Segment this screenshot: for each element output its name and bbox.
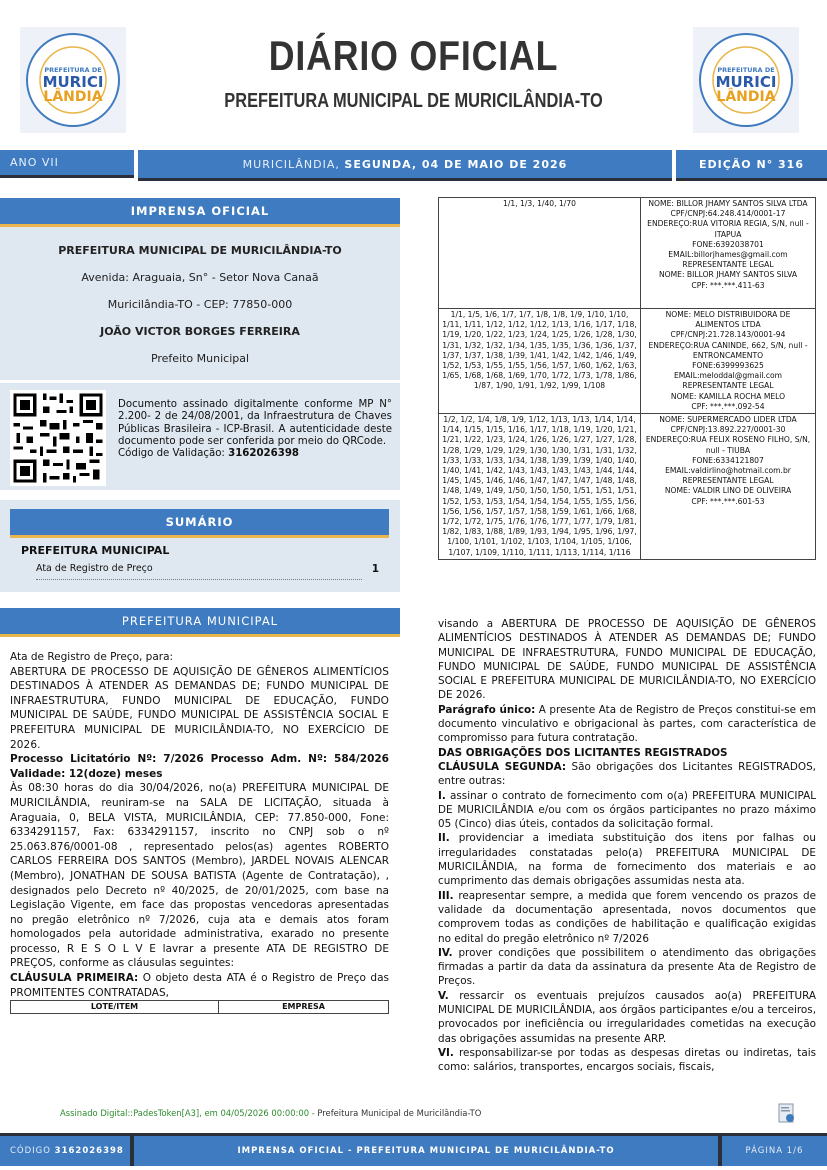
- company-rep-name: NOME: BILLOR JHAMY SANTOS SILVA: [658, 270, 798, 280]
- summary-section: PREFEITURA MUNICIPAL: [21, 544, 170, 557]
- company-name: NOME: MELO DISTRIBUIDORA DE ALIMENTOS LTDA: [665, 310, 791, 330]
- obligation-4: [438, 946, 816, 989]
- logo-line3: LÂNDIA: [43, 89, 103, 105]
- signature-prefix: Assinado Digital::PadesToken[A3], em 04/05/2026 00:00:00 -: [60, 1108, 315, 1118]
- company-rep-label: REPRESENTANTE LEGAL: [682, 260, 774, 270]
- summary-item[interactable]: [36, 563, 379, 574]
- imprensa-city: Muricilândia-TO - CEP: 77850-000: [107, 298, 293, 311]
- company-cell: [641, 309, 816, 414]
- edition-bar-date: [138, 150, 672, 181]
- company-email: EMAIL:meloddal@gmail.com: [673, 371, 783, 381]
- edition-date: SEGUNDA, 04 DE MAIO DE 2026: [344, 157, 568, 171]
- footer-code-label: CÓDIGO: [10, 1146, 51, 1156]
- company-cnpj: CPF/CNPJ:21.728.143/0001-94: [670, 330, 786, 340]
- edition-year: ANO VII: [10, 156, 59, 169]
- footer-code: [0, 1146, 130, 1156]
- page-title: DIÁRIO OFICIAL: [268, 32, 559, 79]
- certification-qr-note: A autenticidade deste documento pode ser conferida por meio do QRCode.: [118, 423, 392, 447]
- obligations-heading: DAS OBRIGAÇÕES DOS LICITANTES REGISTRADOS: [438, 746, 728, 759]
- obligation-5: [438, 989, 816, 1046]
- obligation-1: [438, 789, 816, 832]
- obligation-1-text: assinar o contrato de fornecimento com o(a) PREFEITURA MUNICIPAL DE MURICILÂNDIA e/ou com os órgãos participantes no prazo máximo 05 (Cinco) dias úteis, contados da solicitação formal.: [438, 789, 816, 831]
- clause-second-label: CLÁUSULA SEGUNDA:: [438, 760, 567, 773]
- obligation-2: [438, 831, 816, 888]
- company-rep-cpf: CPF: ***.***.601-53: [691, 496, 765, 506]
- obligation-5-text: ressarcir os eventuais prejuízos causados ao(a) PREFEITURA MUNICIPAL DE MURICILÂNDIA, aos órgãos participantes e/ou a terceiros, provocados por ineficiência ou irregularidades cometidas na execução das obrigações assumidas na presente ARP.: [438, 989, 816, 1045]
- table-row: [439, 309, 816, 414]
- logo-line1: PREFEITURA DE: [717, 66, 775, 74]
- ata-intro: Ata de Registro de Preço, para:: [10, 651, 174, 663]
- lot-items: 1/1, 1/3, 1/40, 1/70: [439, 198, 641, 309]
- company-phone: FONE:6334121807: [692, 455, 764, 465]
- company-rep-cpf: CPF: ***.***.411-63: [691, 280, 765, 290]
- company-email: EMAIL:valdirlino@hotmail.com.br: [665, 466, 791, 476]
- paragraph-single: [438, 703, 816, 746]
- edition-bar-ano: [0, 150, 134, 178]
- mayor-name: JOÃO VICTOR BORGES FERREIRA: [100, 325, 300, 338]
- edition-number: EDIÇÃO N° 316: [698, 157, 804, 171]
- signature-suffix: Prefeitura Municipal de Muricilândia-TO: [314, 1108, 482, 1118]
- paragraph-single-text: A presente Ata de Registro de Preços constitui-se em documento vinculativo e obrigacional às partes, com característica de compromisso para futura contratação.: [438, 703, 816, 745]
- summary-heading: SUMÁRIO: [10, 509, 389, 538]
- obligation-3: [438, 889, 816, 946]
- lot-items: 1/1, 1/5, 1/6, 1/7, 1/7, 1/8, 1/8, 1/9, 1/10, 1/10, 1/11, 1/11, 1/12, 1/12, 1/12, 1/13, 1/16, 1/17, 1/18, 1/19, 1/20, 1/22, 1/23, 1/24, 1/25, 1/26, 1/28, 1/30, 1/31, 1/32, 1/32, 1/34, 1/35, 1/35, 1/36, 1/36, 1/37, 1/37, 1/37, 1/38, 1/39, 1/41, 1/42, 1/42, 1/46, 1/49, 1/52, 1/53, 1/55, 1/55, 1/56, 1/57, 1/60, 1/62, 1/63, 1/65, 1/68, 1/68, 1/69, 1/70, 1/72, 1/73, 1/78, 1/86, 1/87, 1/90, 1/91, 1/92, 1/99, 1/108: [439, 309, 641, 414]
- obligation-2-label: II.: [438, 832, 450, 845]
- footer-page: PÁGINA 1/6: [745, 1146, 804, 1156]
- company-address: ENDEREÇO:RUA FELIX ROSENO FILHO, S/N, null - TIUBA: [645, 435, 811, 455]
- edition-city: MURICILÂNDIA,: [242, 157, 340, 171]
- obligation-6-label: VI.: [438, 1046, 454, 1059]
- lots-header-item: LOTE/ITEM: [11, 1001, 219, 1014]
- logo-line3: LÂNDIA: [716, 89, 776, 105]
- obligation-1-label: I.: [438, 789, 446, 802]
- page-footer: [0, 1133, 827, 1166]
- lots-table: [438, 197, 816, 560]
- clause-first: [10, 971, 389, 1000]
- obligation-2-text: providenciar a imediata substituição dos itens por falhas ou irregularidades constatadas pelo(a) PREFEITURA MUNICIPAL DE MURICILÂNDIA, na forma de fornecimento dos materiais e ao cumprimento das demais obrigações assumidas nesta ata.: [438, 832, 816, 888]
- lot-items: 1/2, 1/2, 1/4, 1/8, 1/9, 1/12, 1/13, 1/13, 1/14, 1/14, 1/14, 1/15, 1/15, 1/16, 1/17, 1/18, 1/19, 1/20, 1/21, 1/21, 1/22, 1/23, 1/24, 1/26, 1/26, 1/27, 1/27, 1/28, 1/28, 1/29, 1/29, 1/29, 1/30, 1/30, 1/31, 1/31, 1/32, 1/33, 1/33, 1/33, 1/34, 1/38, 1/39, 1/39, 1/40, 1/40, 1/40, 1/41, 1/42, 1/43, 1/43, 1/43, 1/43, 1/44, 1/44, 1/45, 1/45, 1/46, 1/46, 1/47, 1/47, 1/47, 1/48, 1/48, 1/48, 1/49, 1/49, 1/50, 1/50, 1/50, 1/51, 1/51, 1/51, 1/52, 1/53, 1/53, 1/54, 1/54, 1/54, 1/55, 1/55, 1/56, 1/56, 1/56, 1/57, 1/57, 1/58, 1/59, 1/61, 1/66, 1/68, 1/72, 1/72, 1/75, 1/76, 1/76, 1/77, 1/77, 1/79, 1/81, 1/82, 1/83, 1/88, 1/89, 1/93, 1/94, 1/95, 1/96, 1/97, 1/100, 1/101, 1/102, 1/103, 1/104, 1/105, 1/106, 1/107, 1/109, 1/110, 1/111, 1/113, 1/114, 1/116: [439, 414, 641, 560]
- summary-leader-line: [36, 579, 362, 580]
- summary-item-page: 1: [371, 563, 379, 575]
- right-body: [438, 617, 816, 1075]
- validation-code-label: Código de Validação:: [118, 448, 225, 460]
- company-rep-cpf: CPF: ***.***.092-54: [691, 401, 765, 411]
- company-rep-label: REPRESENTANTE LEGAL: [682, 381, 774, 391]
- table-row: [439, 198, 816, 309]
- company-name: NOME: SUPERMERCADO LIDER LTDA: [659, 415, 797, 425]
- company-cell: [641, 414, 816, 560]
- table-row: [439, 414, 816, 560]
- obligation-3-text: reapresentar sempre, a medida que forem vencendo os prazos de validade da documentação apresentada, novos documentos que comprovem todas as condições de habilitação e qualificação exigidas no edital do pregão eletrônico nº 7/2026: [438, 889, 816, 945]
- validation-code: 3162026398: [228, 448, 299, 460]
- imprensa-address: Avenida: Araguaia, Sn° - Setor Nova Canaã: [81, 271, 319, 284]
- footer-title: IMPRENSA OFICIAL - PREFEITURA MUNICIPAL DE MURICILÂNDIA-TO: [237, 1146, 615, 1156]
- clause-second-text: São obrigações dos Licitantes REGISTRADOS, entre outras:: [438, 760, 816, 788]
- company-cnpj: CPF/CNPJ:64.248.414/0001-17: [670, 209, 786, 219]
- process-info: Processo Licitatório Nº: 7/2026 Processo Adm. Nº: 584/2026 Validade: 12(doze) meses: [10, 753, 389, 780]
- certification-statement: Documento assinado digitalmente conforme MP N° 2.200- 2 de 24/08/2001, da Infraestrutura de Chaves Públicas Brasileira - ICP-Brasil.: [118, 399, 392, 435]
- obligation-4-label: IV.: [438, 946, 453, 959]
- company-email: EMAIL:billorjhames@gmail.com: [668, 250, 788, 260]
- logo-line1: PREFEITURA DE: [44, 66, 102, 74]
- company-address: ENDEREÇO:RUA VITORIA REGIA, S/N, null - ITAPUA: [647, 219, 809, 239]
- obligation-6: [438, 1046, 816, 1075]
- footer-code-value: 3162026398: [54, 1146, 124, 1156]
- logo-line2: MURICI: [42, 73, 104, 91]
- logo-line2: MURICI: [715, 73, 777, 91]
- summary-item-label: Ata de Registro de Preço: [36, 563, 153, 574]
- company-rep-name: NOME: KAMILLA ROCHA MELO: [670, 391, 786, 401]
- left-body: [10, 650, 389, 1014]
- mayor-title: Prefeito Municipal: [150, 352, 250, 365]
- company-phone: FONE:6392038701: [692, 239, 764, 249]
- lots-table-header: [10, 1000, 389, 1014]
- certificate-seal-icon[interactable]: [778, 1103, 796, 1125]
- qrcode-image[interactable]: [10, 390, 106, 486]
- imprensa-panel: [0, 198, 400, 380]
- imprensa-org: PREFEITURA MUNICIPAL DE MURICILÂNDIA-TO: [58, 244, 342, 257]
- company-address: ENDEREÇO:RUA CANINDE, 662, S/N, null - ENTRONCAMENTO: [648, 340, 808, 360]
- ata-object: ABERTURA DE PROCESSO DE AQUISIÇÃO DE GÊNEROS ALIMENTÍCIOS DESTINADOS À ATENDER AS DEMANDAS DE; FUNDO MUNICIPAL DE INFRAESTRUTURA, FUNDO MUNICIPAL DE EDUCAÇÃO, FUNDO MUNICIPAL DE SAÚDE, FUNDO MUNICIPAL DE ASSISTÊNCIA SOCIAL E PREFEITURA MUNICIPAL DE MURICILÂNDIA-TO, NO EXERCÍCIO DE 2026.: [10, 665, 389, 751]
- clause-first-text: O objeto desta ATA é o Registro de Preço das PROMITENTES CONTRATADAS,: [10, 972, 389, 999]
- imprensa-info: [0, 227, 400, 380]
- digital-signature-note: [60, 1108, 481, 1118]
- section-heading: PREFEITURA MUNICIPAL: [0, 608, 400, 637]
- edition-bar-number: [676, 150, 827, 181]
- obligation-5-label: V.: [438, 989, 449, 1002]
- company-phone: FONE:6399993625: [692, 361, 764, 371]
- ata-meeting-text: Às 08:30 horas do dia 30/04/2026, no(a) PREFEITURA MUNICIPAL DE MURICILÂNDIA, reuniram-se na SALA DE LICITAÇÃO, situada à Araguaia, 0, BELA VISTA, MURICILÂNDIA, CEP: 77.850-000, Fone: 6334291157, Fax: 6334291157, inscrito no CNPJ sob o nº 25.063.876/0001-08 , representado pelos(as) agentes ROBERTO CARLOS FERREIRA DOS SANTOS (Membro), JARDEL NOVAIS ALENCAR (Membro), JONATHAN DE SOUSA BATISTA (Agente de Contratação), , designados pelo Decreto nº 40/2025, de 20/01/2025, com base na Legislação Vigente, em face das propostas vencedoras apresentadas no pregão eletrônico nº 7/2026, cuja ata e demais atos foram homologados pela autoridade administrativa, exarado no presente processo, R E S O L V E lavrar a presente ATA DE REGISTRO DE PREÇOS, conforme as cláusulas seguintes:: [10, 782, 389, 970]
- clause-first-label: CLÁUSULA PRIMEIRA:: [10, 972, 139, 985]
- company-cnpj: CPF/CNPJ:13.892.227/0001-30: [670, 425, 786, 435]
- obligation-3-label: III.: [438, 889, 454, 902]
- lots-header-company: EMPRESA: [219, 1001, 389, 1014]
- ata-purpose: visando a ABERTURA DE PROCESSO DE AQUISIÇÃO DE GÊNEROS ALIMENTÍCIOS DESTINADOS À ATENDER AS DEMANDAS DE; FUNDO MUNICIPAL DE INFRAESTRUTURA, FUNDO MUNICIPAL DE EDUCAÇÃO, FUNDO MUNICIPAL DE SAÚDE, FUNDO MUNICIPAL DE ASSISTÊNCIA SOCIAL E PREFEITURA MUNICIPAL DE MURICILÂNDIA-TO, NO EXERCÍCIO DE 2026.: [438, 618, 816, 702]
- certification-box: [0, 383, 400, 490]
- obligation-4-text: prover condições que possibilitem o atendimento das obrigações firmadas a partir da data da assinatura da presente Ata de Registro de Preços.: [438, 946, 816, 988]
- company-cell: [641, 198, 816, 309]
- page-subtitle: PREFEITURA MUNICIPAL DE MURICILÂNDIA-TO: [224, 90, 603, 112]
- paragraph-single-label: Parágrafo único:: [438, 703, 536, 716]
- company-rep-name: NOME: VALDIR LINO DE OLIVEIRA: [664, 486, 792, 496]
- imprensa-heading: IMPRENSA OFICIAL: [0, 198, 400, 227]
- summary-panel: [0, 500, 400, 592]
- company-name: NOME: BILLOR JHAMY SANTOS SILVA LTDA: [648, 199, 808, 208]
- certification-text: [118, 399, 392, 460]
- company-rep-label: REPRESENTANTE LEGAL: [682, 476, 774, 486]
- obligation-6-text: responsabilizar-se por todas as despesas diretas ou indiretas, tais como: salários, transportes, encargos sociais, fiscais,: [438, 1046, 816, 1074]
- clause-second: [438, 760, 816, 789]
